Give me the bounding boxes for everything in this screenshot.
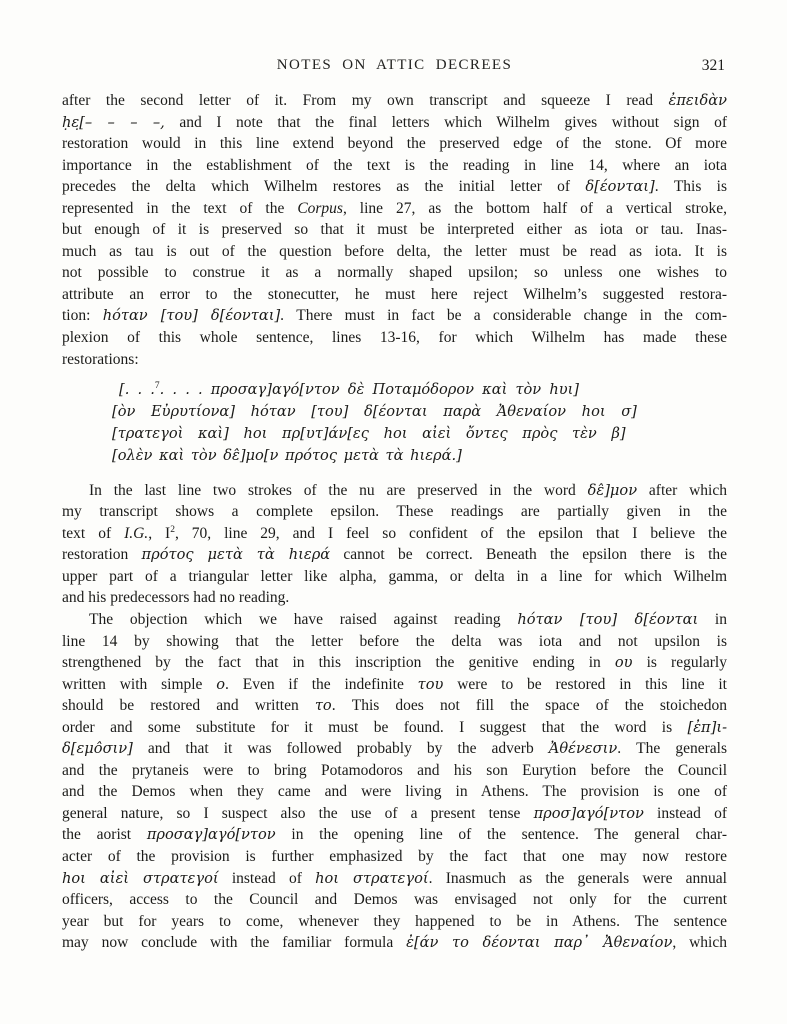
text-segment: . This is <box>654 178 727 196</box>
greek-text: hοι στρατεγοί <box>315 869 429 887</box>
text-segment: and that it was followed probably by the adverb <box>132 740 549 758</box>
text-segment: instead of <box>643 804 727 822</box>
greek-text: [ὸν Εὐρυτίονα] hόταν [του] δ[έονται παρὰ Ἀθεναίον hοι σ] <box>112 403 637 421</box>
text-line <box>62 544 727 566</box>
text-segment: were to be restored in this line it <box>443 675 727 693</box>
superscript: 7 <box>154 380 160 391</box>
text-segment: . The generals <box>617 740 727 758</box>
paragraph <box>62 90 727 370</box>
text-segment: is regularly <box>632 654 727 672</box>
text-line <box>112 401 727 423</box>
text-segment: restoration <box>62 546 142 564</box>
page-body <box>62 90 727 954</box>
text-line <box>62 738 727 760</box>
greek-text: προσαγ]αγό[ντον <box>146 826 276 844</box>
text-line <box>62 112 727 134</box>
text-line <box>62 889 727 911</box>
text-segment: cannot be correct. Beneath the epsilon there is the <box>330 546 728 564</box>
italic-text: Corpus <box>297 199 343 217</box>
text-segment: The objection which we have raised against reading <box>89 611 518 629</box>
text-segment: after which <box>637 481 727 499</box>
text-segment: not possible to construe it as a normally shaped upsilon; so unless one wishes to <box>62 264 727 282</box>
text-segment: line 14 by showing that the letter before the delta was iota and not upsilon is <box>62 632 727 650</box>
text-line <box>62 846 727 868</box>
text-line <box>62 932 727 954</box>
text-line <box>62 523 727 545</box>
text-segment: written with simple <box>62 675 217 693</box>
text-segment: order and some substitute for it must be found. I suggest that the word is <box>62 718 688 736</box>
text-segment: in the opening line of the sentence. The general char- <box>275 826 728 844</box>
superscript: 2 <box>170 524 175 535</box>
text-segment: but enough of it is preserved so that it must be interpreted either as iota or tau. Inas- <box>62 221 727 239</box>
text-line <box>62 868 727 890</box>
text-segment: acter of the provision is further emphasized by the fact that one may now restore <box>62 848 727 866</box>
greek-text: hόταν [του] δ[έονται <box>517 611 699 629</box>
paragraph <box>62 480 727 609</box>
greek-text: πρότος μετὰ τὰ hιερά <box>141 546 331 564</box>
greek-text: ου <box>614 654 633 672</box>
greek-text: του <box>417 675 444 693</box>
text-segment: upper part of a triangular letter like alpha, gamma, or delta in a line for which Wilhelm <box>62 567 727 585</box>
text-line <box>62 803 727 825</box>
text-line <box>62 284 727 306</box>
text-line <box>62 176 727 198</box>
text-line <box>62 480 727 502</box>
text-segment: represented in the text of the <box>62 199 298 217</box>
running-head-title: NOTES ON ATTIC DECREES <box>276 57 513 73</box>
greek-text: ο <box>216 675 226 693</box>
text-segment: restorations: <box>62 350 139 368</box>
text-line <box>62 566 727 588</box>
text-segment: In the last line two strokes of the nu are preserved in the word <box>89 481 588 499</box>
greek-text: Ἀθένεσιν <box>548 740 618 758</box>
text-line <box>62 155 727 177</box>
text-line <box>62 760 727 782</box>
text-line <box>62 609 727 631</box>
text-line <box>62 90 727 112</box>
text-segment: much as tau is out of the question before delta, the letter must be read as iota. It is <box>62 242 727 260</box>
greek-text: . . . . προσαγ]αγό[ντον δὲ Ποταμόδορον καὶ τὸν hυι] <box>159 381 580 399</box>
text-segment: general nature, so I suspect also the use of a present tense <box>62 804 534 822</box>
greek-text: hοι αἰεὶ στρατεγοί <box>62 869 219 887</box>
greek-text: ἐ[άν το δέονται παρ᾽ Ἀθεναίον <box>406 934 673 952</box>
text-line <box>62 674 727 696</box>
text-line <box>62 824 727 846</box>
text-segment: , line 27, as the bottom half of a vertical stroke, <box>342 199 727 217</box>
text-segment: officers, access to the Council and Demos was envisaged not only for the current <box>62 891 727 909</box>
text-segment: . This does not fill the space of the stoichedon <box>331 697 727 715</box>
text-segment: text of <box>62 524 125 542</box>
text-segment: may now conclude with the familiar formula <box>62 934 407 952</box>
text-segment: and the prytaneis were to bring Potamodoros and his son Eurytion before the Council <box>62 761 727 779</box>
greek-text: δ[έονται] <box>585 178 655 196</box>
greek-text: [τρατεγοὶ καὶ] hοι πρ[υτ]άν[ες hοι αἰεὶ ὄντες πρὸς τὲν β] <box>112 424 626 442</box>
text-segment: , I <box>148 524 171 542</box>
text-segment: . There must in fact be a considerable change in the com- <box>280 307 727 325</box>
text-segment: and I note that the final letters which Wilhelm gives without sign of <box>164 113 727 131</box>
paragraph <box>62 609 727 954</box>
text-line <box>62 781 727 803</box>
text-line <box>62 652 727 674</box>
text-segment: . Inasmuch as the generals were annual <box>428 869 727 887</box>
greek-text: δε̂]μον <box>587 481 638 499</box>
greek-text: ἐπειδὰν <box>668 92 727 109</box>
text-segment: my transcript shows a complete epsilon. These readings are partially given in the <box>62 503 727 521</box>
text-segment: . Even if the indefinite <box>225 675 418 693</box>
greek-text: [. . . <box>119 381 155 399</box>
text-line <box>62 327 727 349</box>
text-segment: should be restored and written <box>62 697 315 715</box>
text-line <box>62 241 727 263</box>
text-line <box>62 198 727 220</box>
text-line <box>62 501 727 523</box>
text-segment: and his predecessors had no reading. <box>62 589 290 607</box>
text-line <box>112 423 727 445</box>
text-line <box>62 911 727 933</box>
greek-text: ḥε̣[– – – –, <box>62 113 165 131</box>
text-line <box>62 631 727 653</box>
greek-text: hόταν [του] δ[έονται] <box>102 307 281 325</box>
text-line <box>62 695 727 717</box>
text-segment: and the Demos when they came and were living in Athens. The provision is one of <box>62 783 727 801</box>
text-line <box>62 717 727 739</box>
text-line <box>62 219 727 241</box>
page-header <box>62 57 727 78</box>
text-segment: , 70, line 29, and I feel so confident of the epsilon that I believe the <box>174 524 727 542</box>
greek-text: [ἐπ]ι- <box>687 718 727 736</box>
text-segment: instead of <box>218 869 316 887</box>
text-segment: strengthened by the fact that in this inscription the genitive ending in <box>62 654 615 672</box>
text-line <box>62 587 727 609</box>
greek-text: προσ]αγό[ντον <box>533 804 644 822</box>
text-segment: after the second letter of it. From my own transcript and squeeze I read <box>62 92 669 109</box>
text-segment: precedes the delta which Wilhelm restores as the initial letter of <box>62 178 586 196</box>
text-segment: year but for years to come, whenever they happened to be in Athens. The sentence <box>62 912 727 930</box>
text-segment: plexion of this whole sentence, lines 13-16, for which Wilhelm has made these <box>62 329 727 347</box>
greek-text: το <box>314 697 332 715</box>
italic-text: I.G. <box>124 524 149 542</box>
text-segment: , which <box>672 934 727 952</box>
text-segment: tion: <box>62 307 103 325</box>
text-segment: attribute an error to the stonecutter, he must here reject Wilhelm’s suggested restora- <box>62 285 727 303</box>
page-number: 321 <box>701 57 725 74</box>
text-segment: the aorist <box>62 826 147 844</box>
text-line <box>62 305 727 327</box>
text-line <box>112 445 727 467</box>
text-line <box>62 262 727 284</box>
text-line <box>62 133 727 155</box>
greek-quote-block <box>112 379 727 467</box>
text-line <box>119 379 727 401</box>
text-segment: in <box>698 611 727 629</box>
text-line <box>62 349 727 371</box>
text-segment: importance in the establishment of the text is the reading in line 14, where an iota <box>62 156 727 174</box>
text-segment: restoration would in this line extend beyond the preserved edge of the stone. Of more <box>62 135 727 153</box>
greek-text: [ολὲν καὶ τὸν δε̂]μο[ν πρότος μετὰ τὰ hιερά.] <box>112 446 462 464</box>
greek-text: δ[εμο̂σιν] <box>62 740 133 758</box>
